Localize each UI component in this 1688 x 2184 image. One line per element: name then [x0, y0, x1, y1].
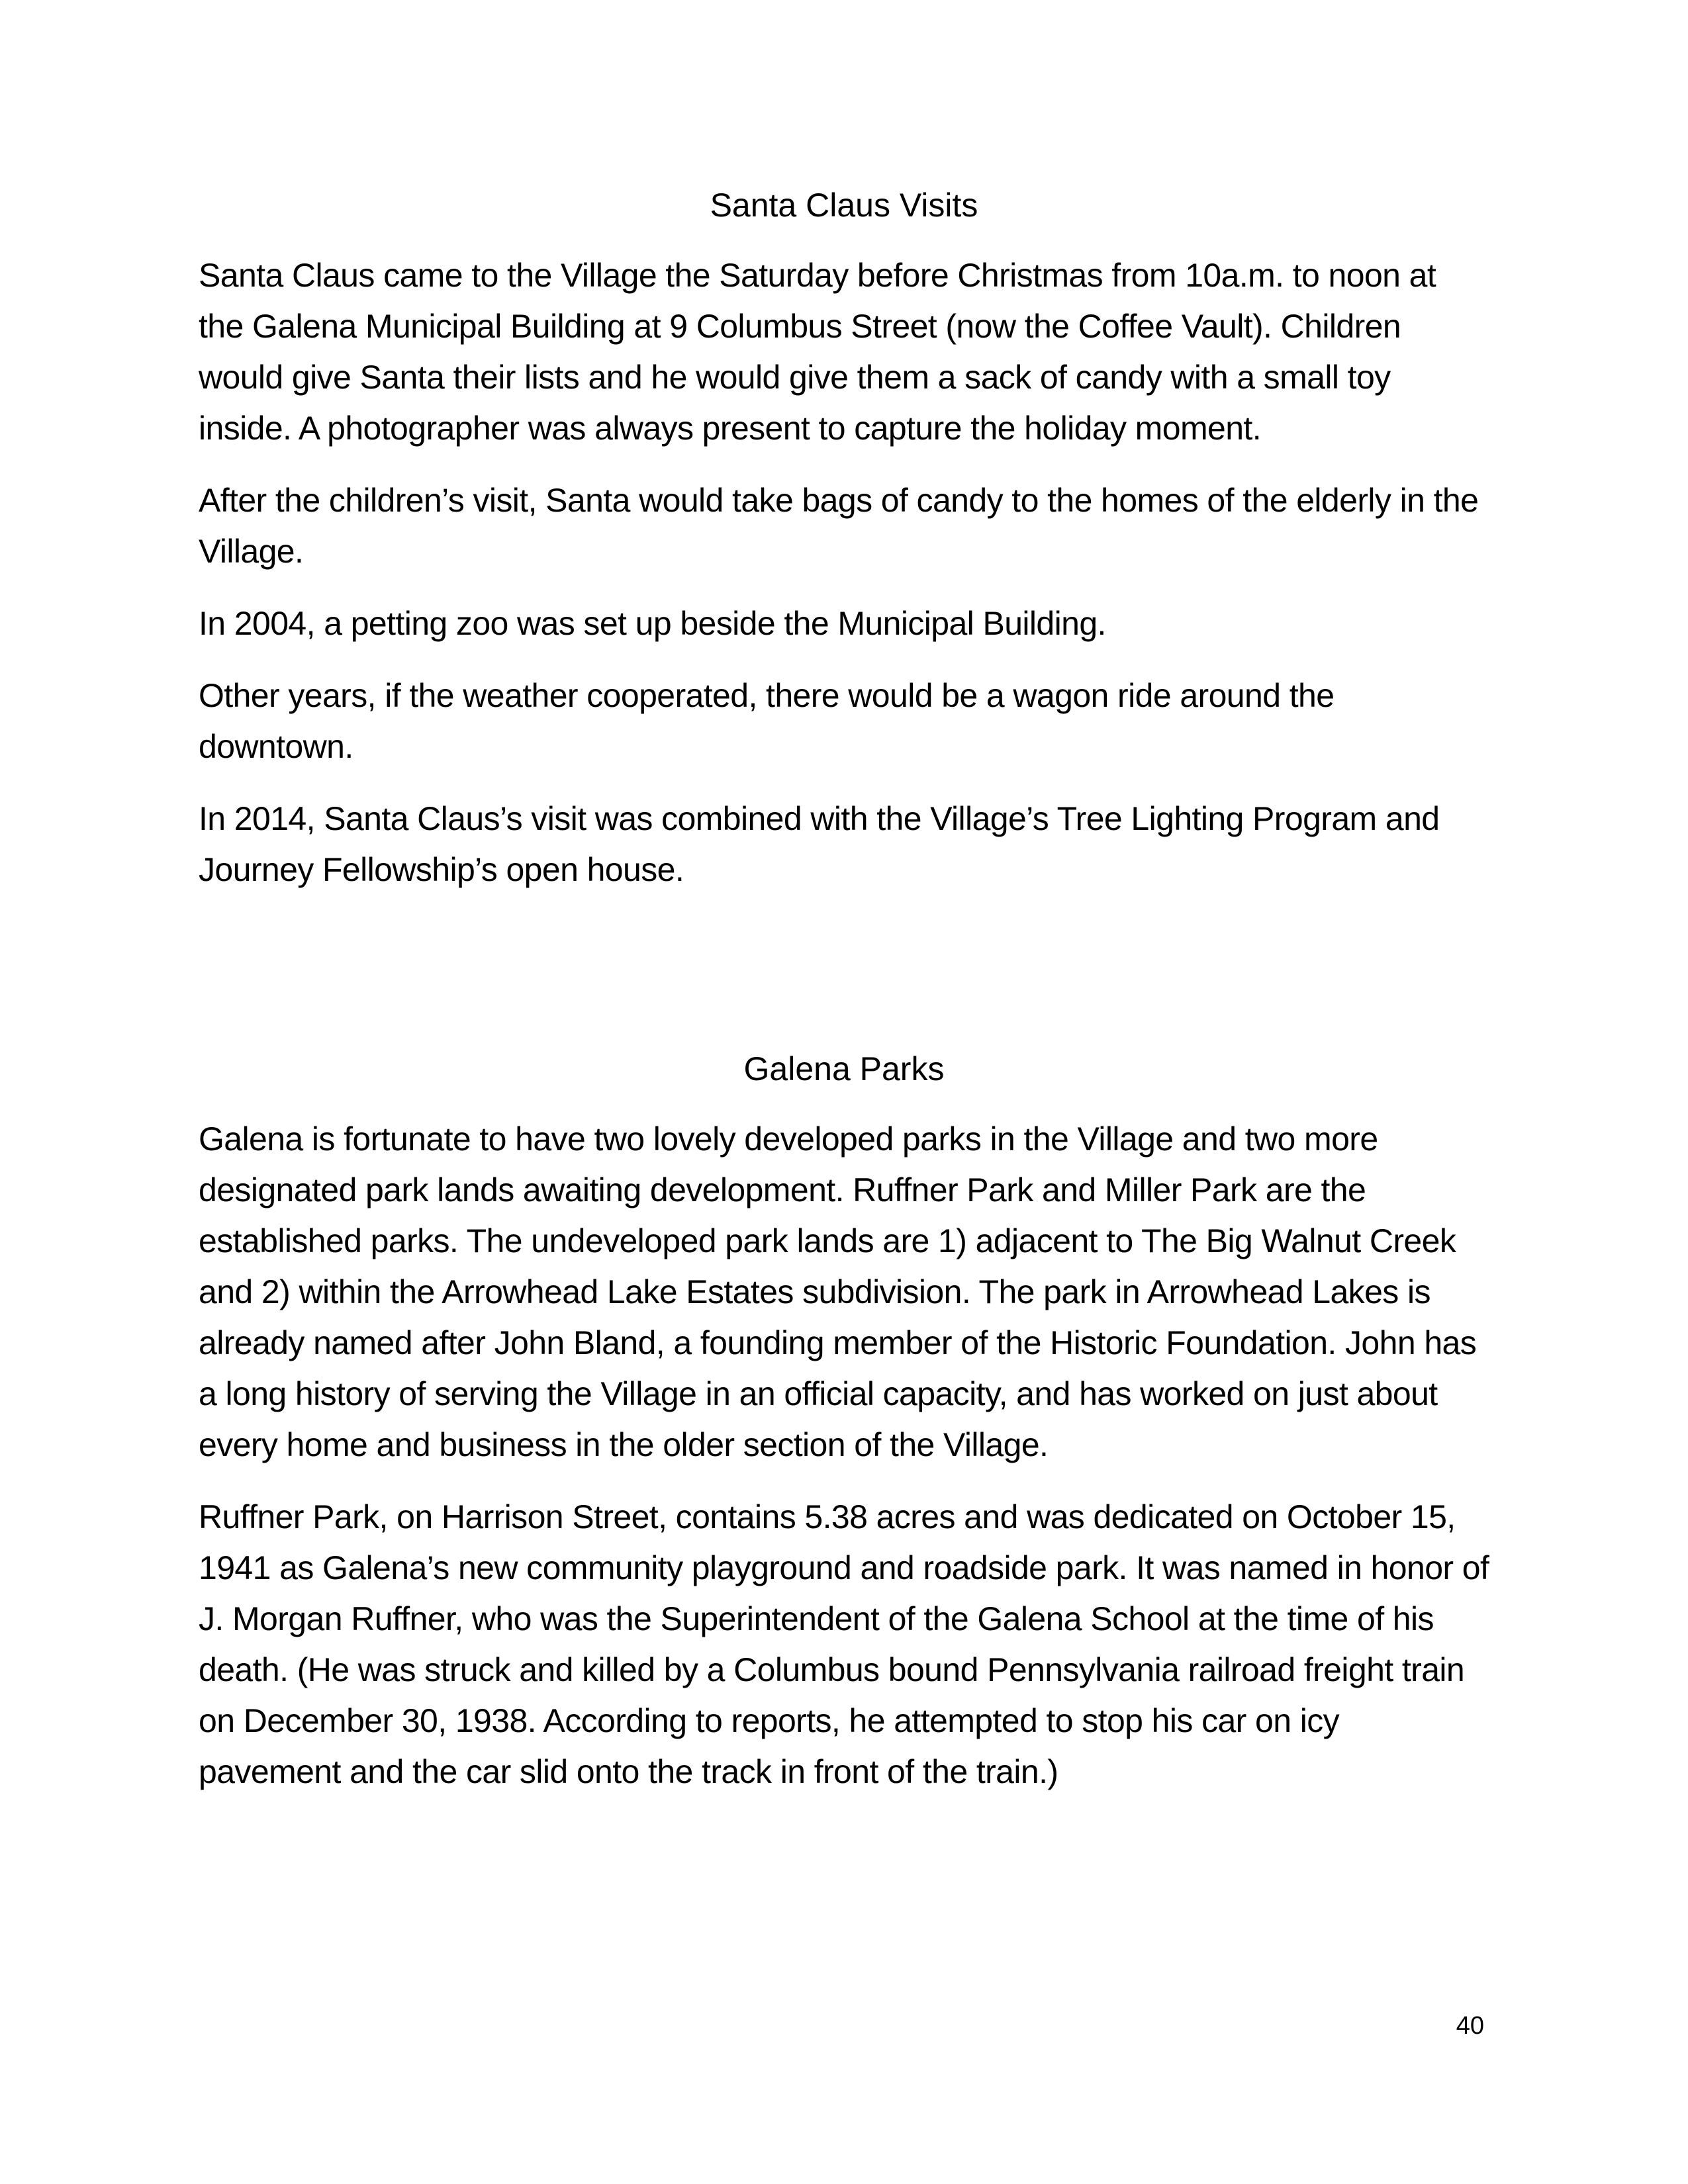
paragraph: In 2014, Santa Claus’s visit was combined with the Village’s Tree Lighting Program and Journey Fellowship’s open house.: [199, 800, 1440, 888]
section-heading: Santa Claus Visits: [710, 187, 978, 224]
paragraph: Other years, if the weather cooperated, there would be a wagon ride around the downtown.: [199, 677, 1335, 765]
paragraph: Galena is fortunate to have two lovely developed parks in the Village and two more designated park lands awaiting development. Ruffner Park and Miller Park are the established parks. The undeveloped park lands are 1) adjacent to The Big Walnut Creek and 2) within the Arrowhead Lake Estates subdivision. The park in Arrowhead Lakes is already named after John Bland, a founding member of the Historic Foundation. John has a long history of serving the Village in an official capacity, and has worked on just about every home and business in the older section of the Village.: [199, 1120, 1477, 1463]
section-galena-parks: [199, 1049, 1489, 1819]
section-heading: Galena Parks: [743, 1050, 945, 1087]
page-number: 40: [1456, 2012, 1484, 2040]
paragraph: In 2004, a petting zoo was set up beside the Municipal Building.: [199, 605, 1106, 642]
paragraph: Ruffner Park, on Harrison Street, contains 5.38 acres and was dedicated on October 15, 1941 as Galena’s new community playground and roadside park. It was named in honor of J. Morgan Ruffner, who was the Superintendent of the Galena School at the time of his death. (He was struck and killed by a Columbus bound Pennsylvania railroad freight train on December 30, 1938. According to reports, he attempted to stop his car on icy pavement and the car slid onto the track in front of the train.): [199, 1498, 1489, 1790]
paragraph: Santa Claus came to the Village the Saturday before Christmas from 10a.m. to noon at the Galena Municipal Building at 9 Columbus Street (now the Coffee Vault). Children would give Santa their lists and he would give them a sack of candy with a small toy inside. A photographer was always present to capture the holiday moment.: [199, 257, 1436, 447]
paragraph: After the children’s visit, Santa would take bags of candy to the homes of the elderly in the Village.: [199, 482, 1479, 570]
section-santa-claus-visits: [199, 185, 1489, 917]
